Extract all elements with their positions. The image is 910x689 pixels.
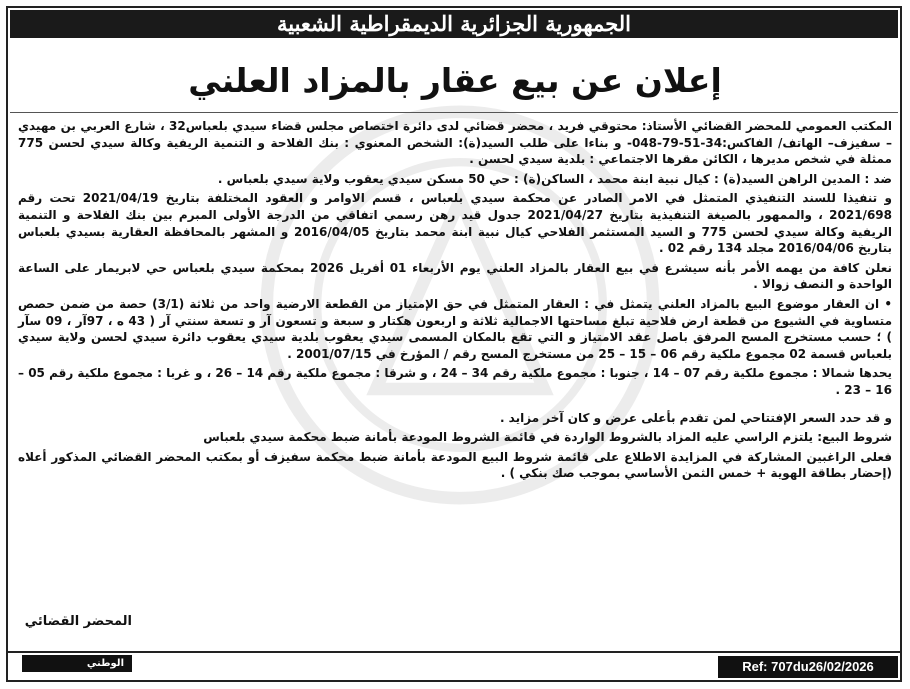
debtor-paragraph: ضد : المدين الراهن السيد(ة) : كيال نبية ابنة محمد ، الساكن(ة) : حي 50 مسكن سيدي يعقوب ولاية سيدي بلعباس . <box>217 171 892 186</box>
publication-tag: الوطني <box>22 655 132 672</box>
footer-divider <box>8 651 900 653</box>
notice-body <box>18 118 892 485</box>
bailiff-signature: المحضر القضائي <box>24 614 132 629</box>
title-divider <box>10 112 898 113</box>
boundaries-paragraph: يحدها شمالا : مجموع ملكية رقم 07 – 14 ، جنوبا : مجموع ملكية رقم 34 – 24 ، و شرقا : مجموع ملكية رقم 14 – 26 ، و غربا : مجموع ملكية رقم 05 – 16 – 23 . <box>18 366 892 397</box>
bailiff-paragraph: المكتب العمومي للمحضر القضائي الأستاذ: محتوقي فريد ، محضر قضائي لدى دائرة اختصاص مجلس قضاء سيدي بلعباس32 ، شارع العربي بن مهيدي – سفيزف– الهاتف/ الفاكس:34-51-79-048- و بناءا على طلب السيد(ة): الشخص المعنوي : بنك الفلاحة و التنمية الريفية وكالة سيدي لحسن 775 ممثلة في شخص مديرها ، الكائن مقرها الاجتماعي : بلدية سيدي لحسن . <box>18 119 892 167</box>
auction-date-paragraph: نعلن كافة من يهمه الأمر بأنه سيشرع في بيع العقار بالمزاد العلني يوم الأربعاء 01 أفريل 2026 بمحكمة سيدي بلعباس حي لابريمار على الساعة الواحدة و النصف زوالا . <box>18 260 892 292</box>
opening-price-paragraph: و قد حدد السعر الإفتتاحي لمن تقدم بأعلى عرض و كان آخر مزايد . <box>499 410 892 425</box>
reference-tag: Ref: 707du26/02/2026 <box>718 656 898 678</box>
sale-conditions-paragraph: شروط البيع: يلتزم الراسي عليه المزاد بالشروط الواردة في قائمة الشروط المودعة بأمانة ضبط محكمة سيدي بلعباس <box>203 430 892 445</box>
republic-header: الجمهورية الجزائرية الديمقراطية الشعبية <box>10 10 898 38</box>
participation-paragraph: فعلى الراغبين المشاركة في المزايدة الاطلاع على قائمة شروط البيع المودعة بأمانة ضبط محكمة سفيزف أو بمكتب المحضر القضائي المذكور أعلاه (إحضار بطاقة الهوية + خمس الثمن الأساسي بموجب صك بنكي ) . <box>18 449 892 481</box>
enforcement-paragraph: و تنفيذا للسند التنفيذي المتمثل في الامر الصادر عن محكمة سيدي بلعباس ، قسم الاوامر و العقود المختلفة بتاريخ 2021/04/19 تحت رقم 2021/698 ، والممهور بالصيغة التنفيذية بتاريخ 2021/04/27 جدول قيد رهن رسمي اتفاقي من الدرجة الأولى المبرم بين بنك الفلاحة و التنمية الريفية وكالة سيدي لحسن 775 و السيد المستثمر الفلاحي كيال نبية ابنة محمد بتاريخ 2016/04/05 و المشهر بالمحافظة العقارية بسيدي بلعباس بتاريخ 2016/04/06 مجلد 134 رقم 02 . <box>18 191 893 256</box>
property-description-paragraph: • ان العقار موضوع البيع بالمزاد العلني يتمثل في : العقار المتمثل في حق الإمتياز من القطعة الارضية واحد من ثلاثة (3/1) حصة من ضمن حصص متساوية في الشيوع من قطعة ارض فلاحية تبلغ مساحتها الاجمالية ثلاثة و اربعون هكتار و سبعة و تسعون آر و تسعة سنتي آر ( 43 ه ، 97آر ، 09 سآر ) ؛ حسب مستخرج المسح المرفق باصل عقد الامتياز و التي تقع بالمكان المسمى سيدي يعقوب بلدية سيدي يعقوب دائرة سيدي لحسن ولاية سيدي بلعباس قسمة 02 مجموع ملكية رقم 06 – 15 – 25 من مستخرج المسح رقم / المؤرخ في 2001/07/15 . <box>18 296 892 361</box>
notice-title: إعلان عن بيع عقار بالمزاد العلني <box>188 61 722 100</box>
